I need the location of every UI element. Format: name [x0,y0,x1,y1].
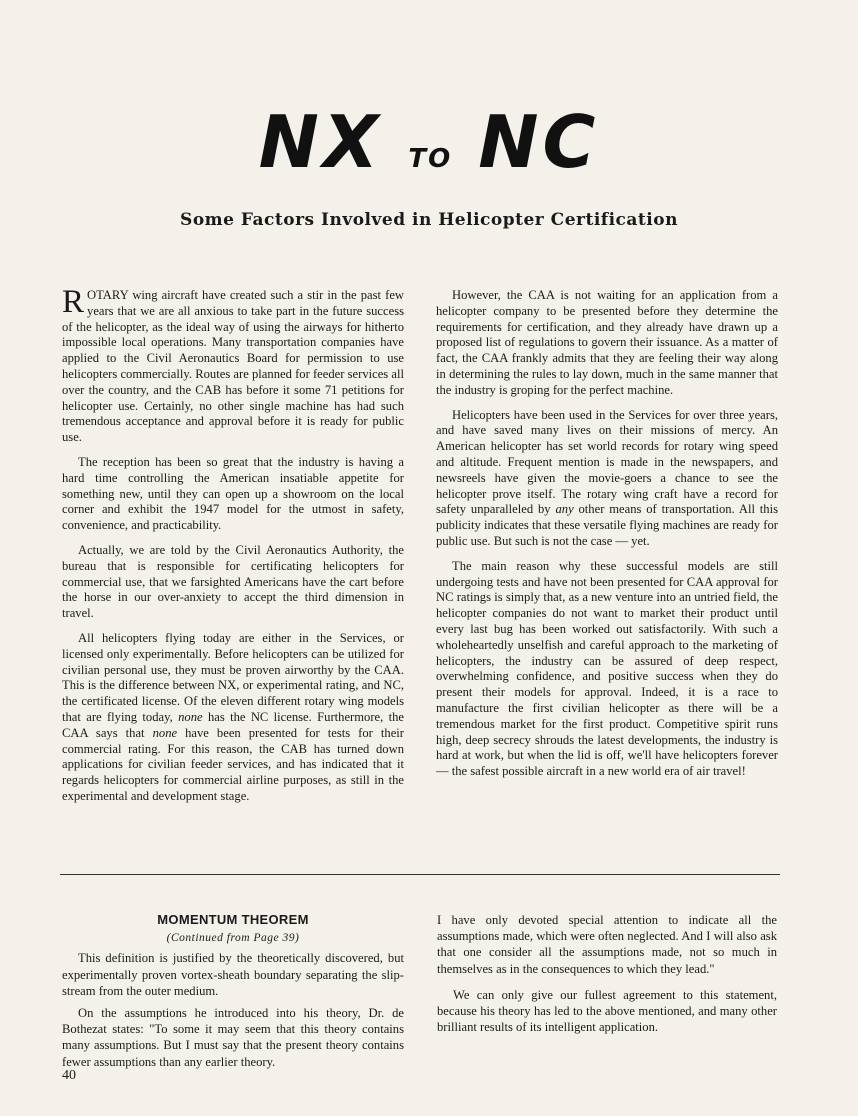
paragraph: However, the CAA is not waiting for an application from a helicopter company to be presented before they determine the requirements for certification, and they already have drawn up a proposed list of regulations to govern their issuance. As a matter of fact, the CAA frankly admits that they are feeling their way along in determining the rules to lay down, much in the same manner that the industry is groping for the perfect machine. [436,288,778,397]
paragraph: On the assumptions he introduced into his theory, Dr. de Bothezat states: "To some it may seem that this theory contains many assumptions. But I must say that the present theory contains fewer assumptions than any earlier theory. [62,1006,404,1069]
section-heading: MOMENTUM THEOREM [157,912,309,927]
title-nc: NC [478,100,600,184]
left-column [62,284,404,814]
paragraph: The main reason why these successful models are still undergoing tests and have not been presented for CAA approval for NC ratings is simply that, as a new venture into an untried field, the helicopter companies do not want to market their product until every last bug has been worked out satisfactorily. With such a wholeheartedly unselfish and careful approach to the marketing of helicopters, the industry can be assured of deep respect, overwhelming confidence, and positive success when they do present their models for approval. Indeed, it is a race to manufacture the first civilian helicopter as there will be a tremendous market for the first product. Competitive spirit runs high, deep secrecy shrouds the latest developments, the industry is hard at work, but when the lid is off, we'll have helicopters forever — the safest possible aircraft in a new world era of air travel! [436,558,778,779]
paragraph: Helicopters have been used in the Services for over three years, and have saved many lives on their missions of mercy. An American helicopter has set world records for rotary wing speed and altitude. Frequent mention is made in the newspapers, and newsreels have given the movie-goers a chance to see the helicopter prove itself. The rotary wing craft have a record for safety unparalleled by any other means of transportation. All this publicity indicates that these versatile flying machines are ready for public use. But such is not the case — yet. [436,407,778,548]
page-number: 40 [62,1068,76,1083]
title-to: TO [408,144,453,174]
bottom-right-column [437,912,777,1041]
paragraph: The reception has been so great that the industry is having a hard time controlling the American insatiable appetite for something new, until they can open up a showroom on the local corner and exhibit the 1947 model for the utmost in safety, convenience, and practicability. [62,454,404,533]
section-divider [60,874,780,875]
paragraph: This definition is justified by the theoretically discovered, but experimentally proven vortex-sheath boundary separating the slip-stream from the outer medium. [62,951,404,998]
right-column [436,288,778,789]
emphasis: any [555,502,574,517]
continued-note: (Continued from Page 39) [166,932,300,945]
article-title [0,100,858,184]
bottom-left-column [62,912,404,1076]
article-subtitle: Some Factors Involved in Helicopter Certification [180,210,678,230]
title-nx: NX [258,100,383,184]
emphasis: none [178,709,203,724]
paragraph: ROTARY wing aircraft have created such a stir in the past few years that we are all anxious to take part in the future success of the helicopter, as the ideal way of using the airways for hitherto impossible local operations. Many transportation companies have applied to the Civil Aeronautics Board for permission to use helicopters commercially. Routes are planned for feeder services all over the country, and the CAB has before it some 71 petitions for helicopter use. Certainly, no other single machine has had such tremendous acceptance and approval before it is ready for public use. [62,284,404,445]
emphasis: none [152,725,178,740]
paragraph: We can only give our fullest agreement to this statement, because his theory has led to the above mentioned, and many other brilliant results of its intelligent application. [437,987,777,1035]
paragraph: Actually, we are told by the Civil Aeronautics Authority, the bureau that is responsible for certificating helicopters for commercial use, that we farsighted Americans have the cart before the horse in our over-anxiety to accept the third dimension in travel. [62,542,404,621]
paragraph: All helicopters flying today are either in the Services, or licensed only experimentally. Before helicopters can be utilized for civilian personal use, they must be proven airworthy by the CAA. This is the difference between NX, or experimental rating, and NC, the certificated license. Of the eleven different rotary wing models that are flying today, none has the NC license. Furthermore, the CAA says that none have been presented for tests for their commercial rating. For this reason, the CAB has turned down applications for civilian feeder services, and has indicated that it regards helicopters for commercial airline purposes, as still in the experimental and development stage. [62,630,404,803]
drop-cap: R [62,284,85,320]
paragraph: I have only devoted special attention to indicate all the assumptions made, which were often neglected. And I will also ask that one consider all the assumptions made, not so much in themselves as in the consequences to which they lead." [437,913,777,976]
